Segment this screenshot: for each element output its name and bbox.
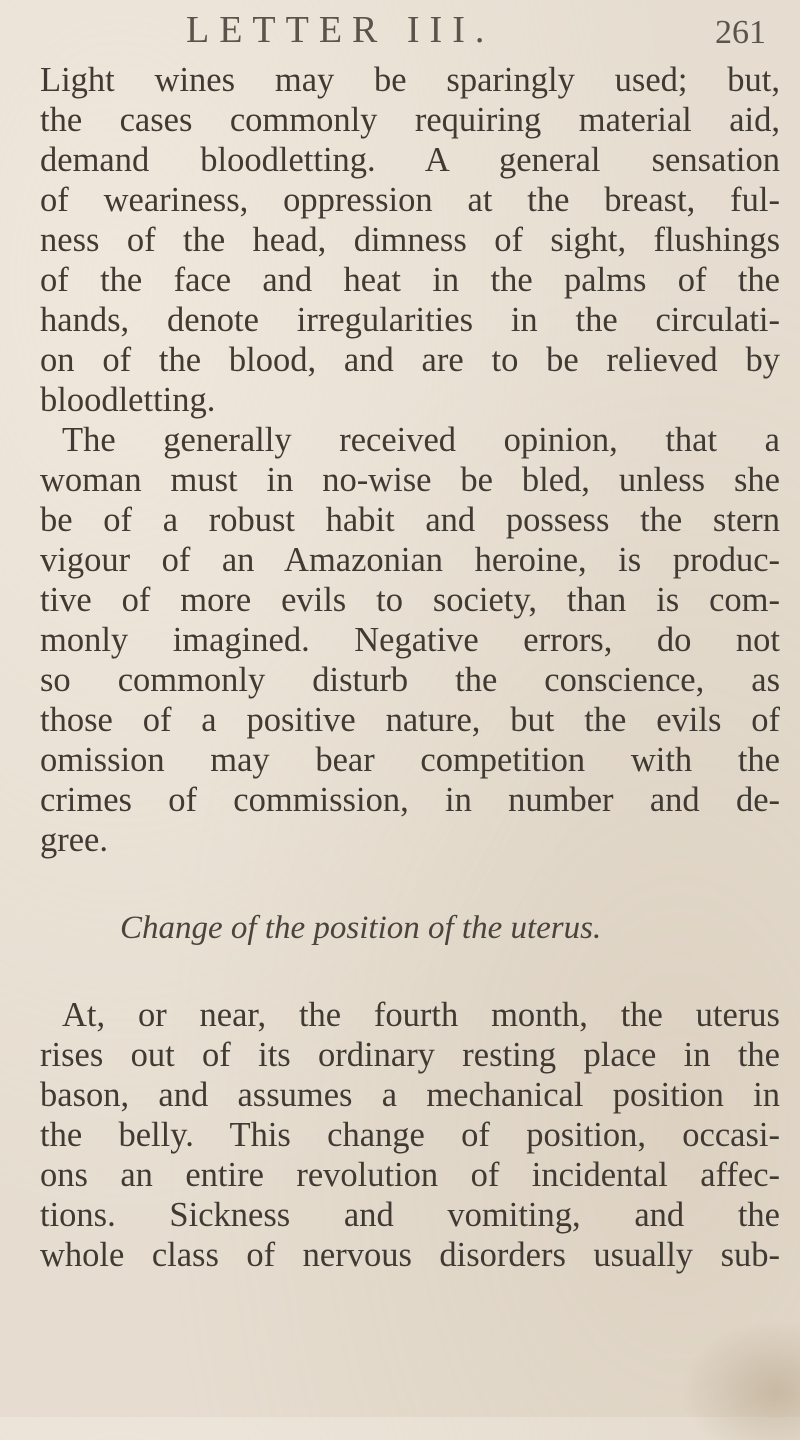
paragraph-1-line: of weariness, oppression at the breast, ful-: [40, 181, 780, 219]
paragraph-2-line: vigour of an Amazonian heroine, is produc-: [40, 541, 780, 579]
paragraph-1-line: bloodletting.: [40, 381, 216, 419]
paragraph-1-line: of the face and heat in the palms of the: [40, 261, 780, 299]
paper-stain: [680, 1320, 800, 1440]
paragraph-3-line: bason, and assumes a mechanical position in: [40, 1076, 780, 1114]
paragraph-2-line: be of a robust habit and possess the stern: [40, 501, 780, 539]
paragraph-3-line: ons an entire revolution of incidental affec-: [40, 1156, 780, 1194]
paragraph-3-line: At, or near, the fourth month, the uterus: [62, 996, 780, 1034]
paragraph-1-line: demand bloodletting. A general sensation: [40, 141, 780, 179]
page-number: 261: [715, 14, 766, 51]
section-heading: Change of the position of the uterus.: [120, 910, 602, 946]
paragraph-2-line: The generally received opinion, that a: [62, 421, 780, 459]
paragraph-1-line: hands, denote irregularities in the circulati-: [40, 301, 780, 339]
paragraph-2-line: gree.: [40, 821, 108, 859]
running-title: LETTER III.: [186, 9, 495, 51]
paragraph-3-line: whole class of nervous disorders usually sub-: [40, 1236, 780, 1274]
paragraph-3-line: tions. Sickness and vomiting, and the: [40, 1196, 780, 1234]
paragraph-3-line: rises out of its ordinary resting place in the: [40, 1036, 780, 1074]
paragraph-2-line: monly imagined. Negative errors, do not: [40, 621, 780, 659]
paragraph-1-line: Light wines may be sparingly used; but,: [40, 61, 780, 99]
paragraph-2-line: crimes of commission, in number and de-: [40, 781, 780, 819]
paragraph-2-line: tive of more evils to society, than is com-: [40, 581, 780, 619]
paragraph-3-line: the belly. This change of position, occasi-: [40, 1116, 780, 1154]
paragraph-1-line: on of the blood, and are to be relieved by: [40, 341, 780, 379]
paragraph-2-line: those of a positive nature, but the evils of: [40, 701, 780, 739]
paragraph-2-line: omission may bear competition with the: [40, 741, 780, 779]
paragraph-1-line: the cases commonly requiring material aid,: [40, 101, 780, 139]
running-head: [186, 8, 766, 52]
paragraph-1-line: ness of the head, dimness of sight, flushings: [40, 221, 780, 259]
paragraph-2-line: woman must in no-wise be bled, unless she: [40, 461, 780, 499]
paragraph-2-line: so commonly disturb the conscience, as: [40, 661, 780, 699]
